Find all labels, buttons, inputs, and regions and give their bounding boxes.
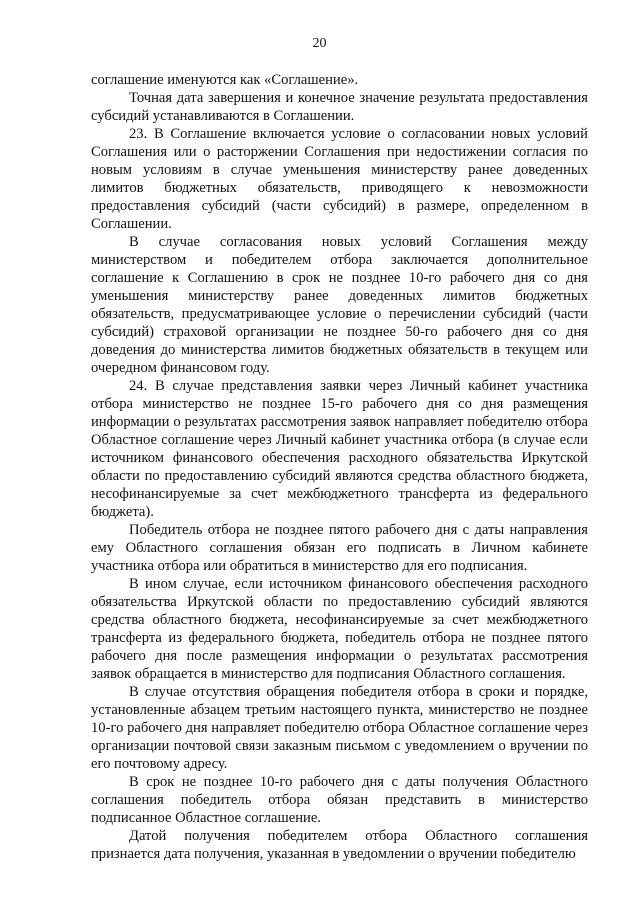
paragraph: В случае отсутствия обращения победителя отбора в сроки и порядке, установленные абзацем третьим настоящего пункта, министерство не позднее 10-го рабочего дня направляет победителю отбора Областное соглашение через организации почтовой связи заказным письмом с уведомлением о вручении по его почтовому адресу. [91, 684, 588, 772]
paragraph: В ином случае, если источником финансового обеспечения расходного обязательства Иркутской области по предоставлению субсидий являются средства областного бюджета, несофинансируемые за счет межбюджетного трансферта из федерального бюджета, победитель отбора не позднее пятого рабочего дня после размещения информации о результатах рассмотрения заявок обращается в министерство для подписания Областного соглашения. [91, 576, 588, 682]
paragraph: 24. В случае представления заявки через Личный кабинет участника отбора министерство не позднее 15-го рабочего дня со дня размещения информации о результатах рассмотрения заявок направляет победителю отбора Областное соглашение через Личный кабинет участника отбора (в случае если источником финансового обеспечения расходного обязательства Иркутской области по предоставлению субсидий являются средства областного бюджета, несофинансируемые за счет межбюджетного трансферта из федерального бюджета). [91, 378, 588, 520]
paragraph: 23. В Соглашение включается условие о согласовании новых условий Соглашения или о расторжении Соглашения при недостижении согласия по новым условиям в случае уменьшения министерству ранее доведенных лимитов бюджетных обязательств, приводящего к невозможности предоставления субсидий (части субсидий) в размере, определенном в Соглашении. [91, 126, 588, 232]
document-body [91, 71, 588, 863]
paragraph: соглашение именуются как «Соглашение». [91, 72, 359, 88]
paragraph: В случае согласования новых условий Соглашения между министерством и победителем отбора заключается дополнительное соглашение к Соглашению в срок не позднее 10-го рабочего дня со дня уменьшения министерству ранее доведенных лимитов бюджетных обязательств, предусматривающее условие о перечислении субсидий (части субсидий) страховой организации не позднее 50-го рабочего дня со дня доведения до министерства лимитов бюджетных обязательств в текущем или очередном финансовом году. [91, 234, 588, 376]
paragraph: Точная дата завершения и конечное значение результата предоставления субсидий устанавливаются в Соглашении. [91, 90, 588, 124]
page-number: 20 [312, 36, 327, 51]
paragraph: В срок не позднее 10-го рабочего дня с даты получения Областного соглашения победитель отбора обязан представить в министерство подписанное Областное соглашение. [91, 774, 588, 826]
paragraph: Датой получения победителем отбора Областного соглашения признается дата получения, указанная в уведомлении о вручении победителю [91, 828, 588, 862]
paragraph: Победитель отбора не позднее пятого рабочего дня с даты направления ему Областного соглашения обязан его подписать в Личном кабинете участника отбора или обратиться в министерство для его подписания. [91, 522, 588, 574]
